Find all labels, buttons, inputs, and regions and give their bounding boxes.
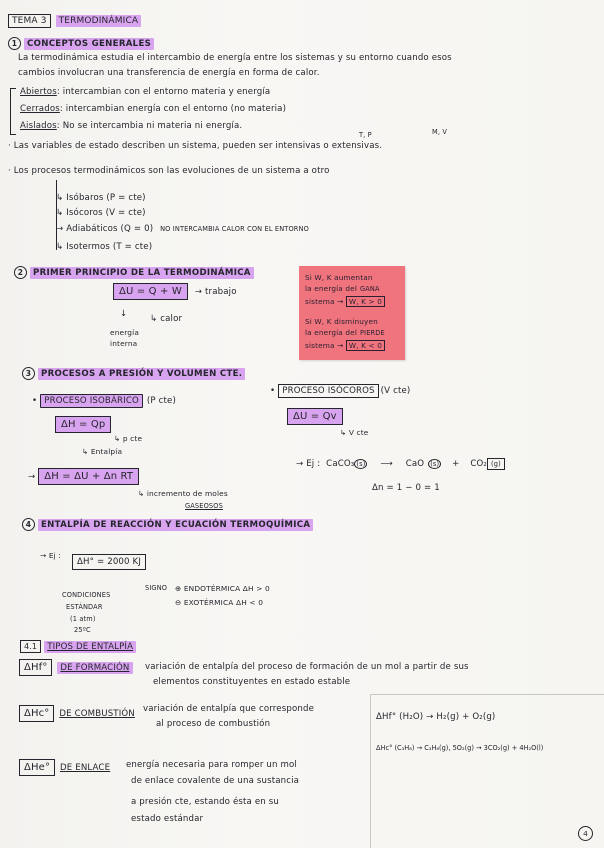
standard-enthalpy-example: ΔH° = 2000 KJ — [72, 557, 146, 567]
process-isocoros: ↳ Isócoros (V = cte) — [56, 208, 146, 218]
label-gaseosos: GASEOSOS — [185, 502, 223, 510]
process-adiabaticos: → Adiabáticos (Q = 0) NO INTERCAMBIA CALOR CON EL ENTORNO — [56, 224, 309, 234]
arrow-energia: ↓ — [120, 309, 128, 319]
section-3-heading: 3 PROCESOS A PRESIÓN Y VOLUMEN CTE. — [22, 367, 245, 380]
section-4-title: ENTALPÍA DE REACCIÓN Y ECUACIÓN TERMOQUÍMICA — [38, 519, 313, 531]
condiciones-4: 25ºC — [74, 626, 91, 634]
bond-desc-3: a presión cte, estando ésta en su — [131, 797, 279, 807]
enthalpy-combustion: ΔHc° DE COMBUSTIÓN — [19, 709, 135, 719]
example-formation: ΔHf° (H₂O) → H₂(g) + O₂(g) — [376, 712, 496, 722]
formation-desc-1: variación de entalpía del proceso de formación de un mol a partir de sus — [145, 662, 469, 672]
section-1-heading — [8, 37, 154, 50]
section-41-title: TIPOS DE ENTALPÍA — [44, 641, 136, 653]
section-1-number: 1 — [8, 37, 21, 50]
bond-desc-4: estado estándar — [131, 814, 204, 824]
isochoric-heading: • PROCESO ISÓCOROS (V cte) — [270, 386, 411, 396]
combustion-desc-1: variación de entalpía que corresponde — [143, 704, 315, 714]
label-trabajo: trabajo — [205, 287, 237, 297]
formation-desc-2: elementos constituyentes en estado estable — [153, 677, 351, 687]
isobaric-formula: ΔH = Qp — [55, 420, 111, 430]
enthalpy-formation: ΔHf° DE FORMACIÓN — [19, 663, 133, 673]
variables-estado: · Las variables de estado describen un sistema, pueden ser intensivas o extensivas. — [8, 141, 383, 151]
delta-n: Δn = 1 − 0 = 1 — [372, 483, 440, 493]
bond-desc-2: de enlace covalente de una sustancia — [131, 776, 300, 786]
note-intensive: T, P — [359, 131, 372, 139]
label-vcte: ↳ V cte — [340, 428, 369, 437]
condiciones-2: ESTÁNDAR — [66, 603, 103, 611]
isobaric-heading: • PROCESO ISOBÁRICO (P cte) — [32, 396, 176, 406]
enthalpy-bond: ΔHe° DE ENLACE — [19, 763, 110, 773]
condiciones-3: (1 atm) — [70, 615, 96, 623]
label-incremento: ↳ incremento de moles — [138, 489, 228, 498]
system-aislados: Aislados: No se intercambia ni materia ni energía. — [20, 121, 243, 131]
systems-bracket — [10, 88, 16, 135]
section-2-title: PRIMER PRINCIPIO DE LA TERMODINÁMICA — [30, 267, 254, 279]
tema-title: TERMODINÁMICA — [56, 15, 142, 27]
procesos-intro: · Los procesos termodinámicos son las evoluciones de un sistema a otro — [8, 166, 330, 176]
section-41-heading: 4.1 TIPOS DE ENTALPÍA — [20, 642, 136, 652]
system-abiertos: Abiertos: intercambian con el entorno materia y energía — [20, 87, 271, 97]
tema-label: TEMA 3 — [8, 14, 51, 28]
label-entalpia: ↳ Entalpía — [82, 447, 123, 456]
label-signo: SIGNO — [145, 584, 168, 592]
sticky-positive-box: W, K > 0 — [346, 296, 385, 307]
isochoric-formula: ΔU = Qv — [287, 412, 343, 422]
section-2-heading: 2 PRIMER PRINCIPIO DE LA TERMODINÁMICA — [14, 266, 254, 279]
sticky-note: Si W, K aumentan la energía del GANA sistema → W, K > 0 Si W, K disminuyen la energía del PIERDE sistema → W, K < 0 — [299, 266, 405, 360]
label-calor: ↳ calor — [150, 314, 183, 324]
enthalpy-energy-relation: → ΔH = ΔU + Δn RT — [28, 472, 139, 482]
isochoric-example: → Ej : CaCO₃ (s) ⟶ CaO (s) + CO₂ (g) — [296, 459, 505, 469]
section-4-heading: 4 ENTALPÍA DE REACCIÓN Y ECUACIÓN TERMOQUÍMICA — [22, 518, 313, 531]
sticky-negative-box: W, K < 0 — [346, 340, 385, 351]
intro-line-2: cambios involucran una transferencia de energía en forma de calor. — [18, 68, 320, 78]
system-cerrados: Cerrados: intercambian energía con el entorno (no materia) — [20, 104, 287, 114]
label-interna: interna — [110, 339, 138, 348]
condiciones-1: CONDICIONES — [62, 591, 111, 599]
section-3-title: PROCESOS A PRESIÓN Y VOLUMEN CTE. — [38, 368, 245, 380]
header — [8, 16, 141, 26]
first-law-formula: ΔU = Q + W — [113, 283, 188, 300]
label-pcte: ↳ p cte — [114, 434, 143, 443]
note-extensive: M, V — [432, 128, 447, 136]
process-isotermos: ↳ Isotermos (T = cte) — [56, 242, 153, 252]
bond-desc-1: energía necesaria para romper un mol — [126, 760, 297, 770]
adiabatic-note: NO INTERCAMBIA CALOR CON EL ENTORNO — [160, 225, 309, 233]
combustion-desc-2: al proceso de combustión — [156, 719, 271, 729]
page-number: 4 — [578, 826, 593, 841]
label-energia: energía — [110, 328, 140, 337]
first-law: ΔU = Q + W → trabajo — [113, 287, 237, 297]
example-label: → Ej : — [40, 551, 62, 560]
section-1-title: CONCEPTOS GENERALES — [24, 38, 154, 50]
label-endotermica: ⊕ ENDOTÉRMICA ΔH > 0 — [175, 584, 270, 593]
process-isobaros: ↳ Isóbaros (P = cte) — [56, 193, 146, 203]
label-exotermica: ⊖ EXOTÉRMICA ΔH < 0 — [175, 598, 264, 607]
intro-line-1: La termodinámica estudia el intercambio de energía entre los sistemas y su entorno cuando esos — [18, 53, 452, 63]
example-combustion: ΔHc° (C₃H₈) → C₃H₈(g), 5O₂(g) → 3CO₂(g) + 4H₂O(l) — [376, 744, 544, 752]
